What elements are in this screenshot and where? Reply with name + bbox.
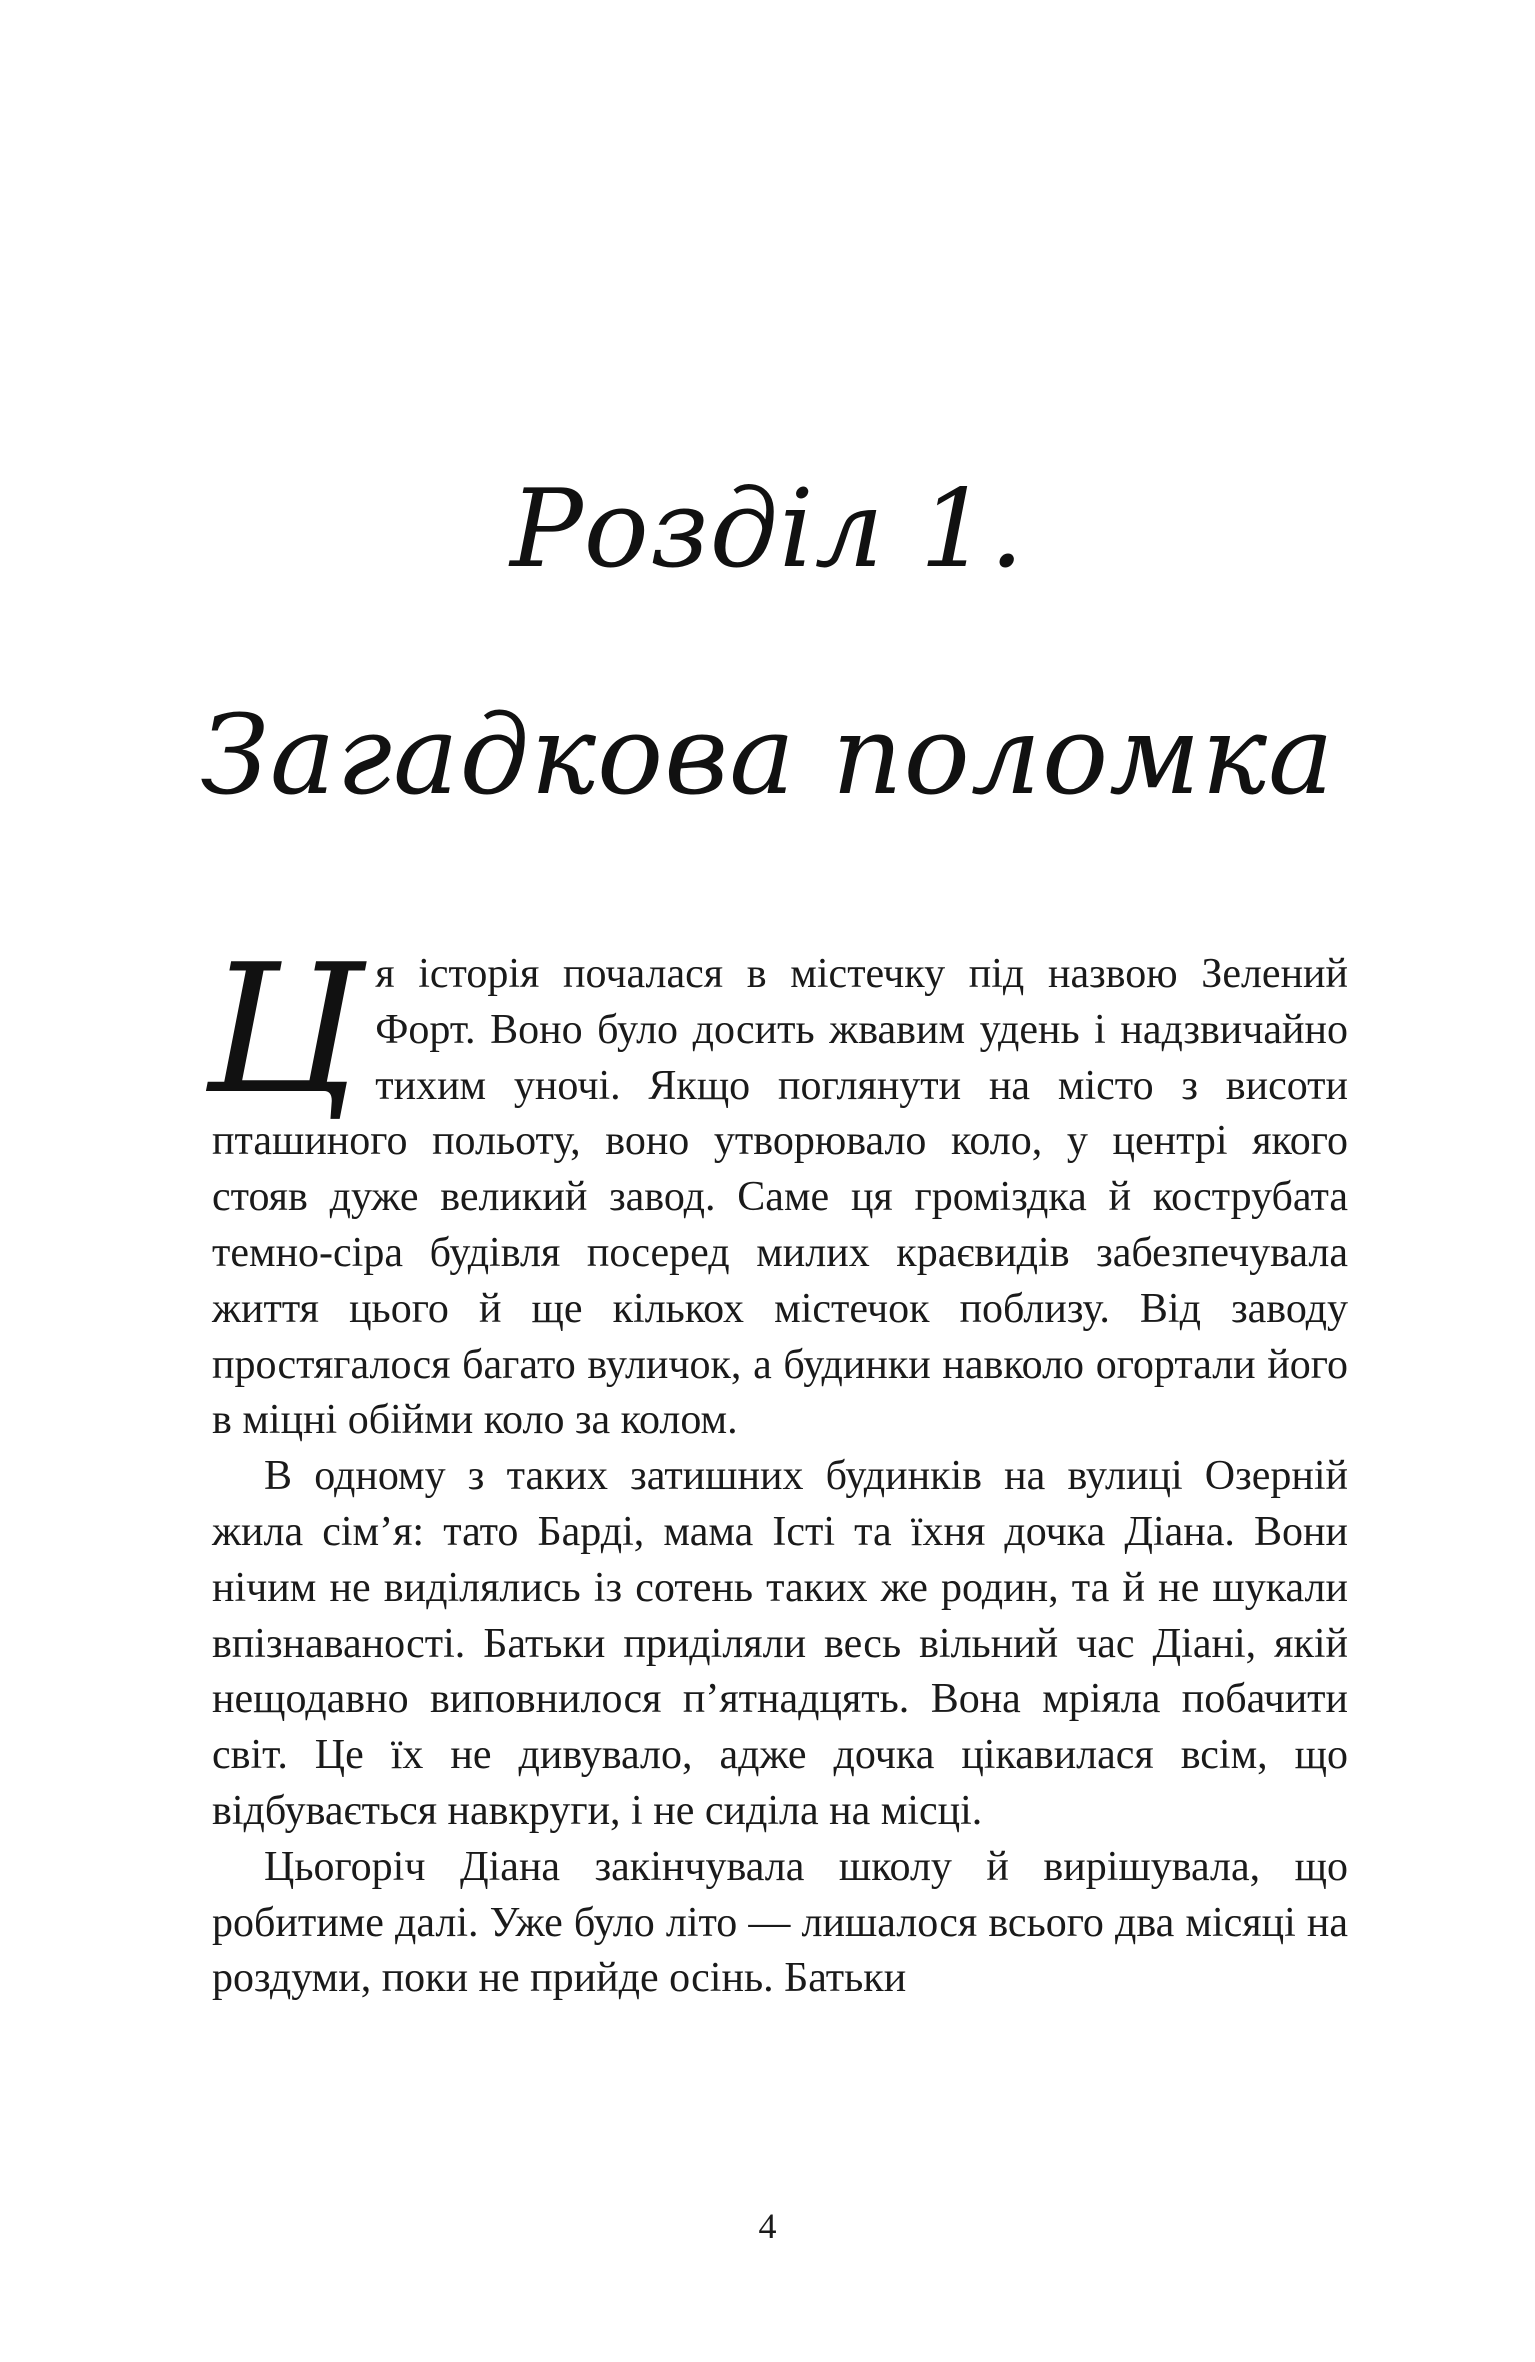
paragraph-1: [206, 926, 1348, 1449]
chapter-body-text: [206, 926, 1348, 2007]
drop-cap-letter: Ц: [206, 926, 362, 1133]
chapter-title-heading: Загадкова поломка: [200, 691, 1335, 819]
chapter-number-heading: Розділ 1.: [510, 467, 1025, 592]
page-number: 4: [758, 2206, 777, 2246]
paragraph-2: В одному з таких затишних будинків на вулиці Озерній жила сім’я: тато Барді, мама Істі та їхня дочка Діана. Вони нічим не виділялись із сотень таких же родин, та й не шукали впізнаваності. Батьки приділяли весь вільний час Діані, якій нещодавно виповнилося п’ятнадцять. Вона мріяла побачити світ. Це їх не дивувало, адже дочка цікавилася всім, що відбувається навкруги, і не сиділа на місці.: [212, 1453, 1348, 1834]
paragraph-1-text: я історія почалася в містечку під назвою Зелений Форт. Воно було досить жвавим удень і надзвичайно тихим уночі. Якщо поглянути на місто з висоти пташиного польоту, воно утворювало коло, у центрі якого стояв дуже великий завод. Саме ця громіздка й кострубата темно-сіра будівля посеред милих краєвидів забезпечувала життя цього й ще кількох містечок поблизу. Від заводу простягалося багато вуличок, а будинки навколо огортали його в міцні обійми коло за колом.: [212, 951, 1348, 1444]
paragraph-3: Цьогоріч Діана закінчувала школу й вирішувала, що робитиме далі. Уже було літо — лишалося всього два місяці на роздуми, поки не прийде осінь. Батьки: [212, 1843, 1348, 2002]
